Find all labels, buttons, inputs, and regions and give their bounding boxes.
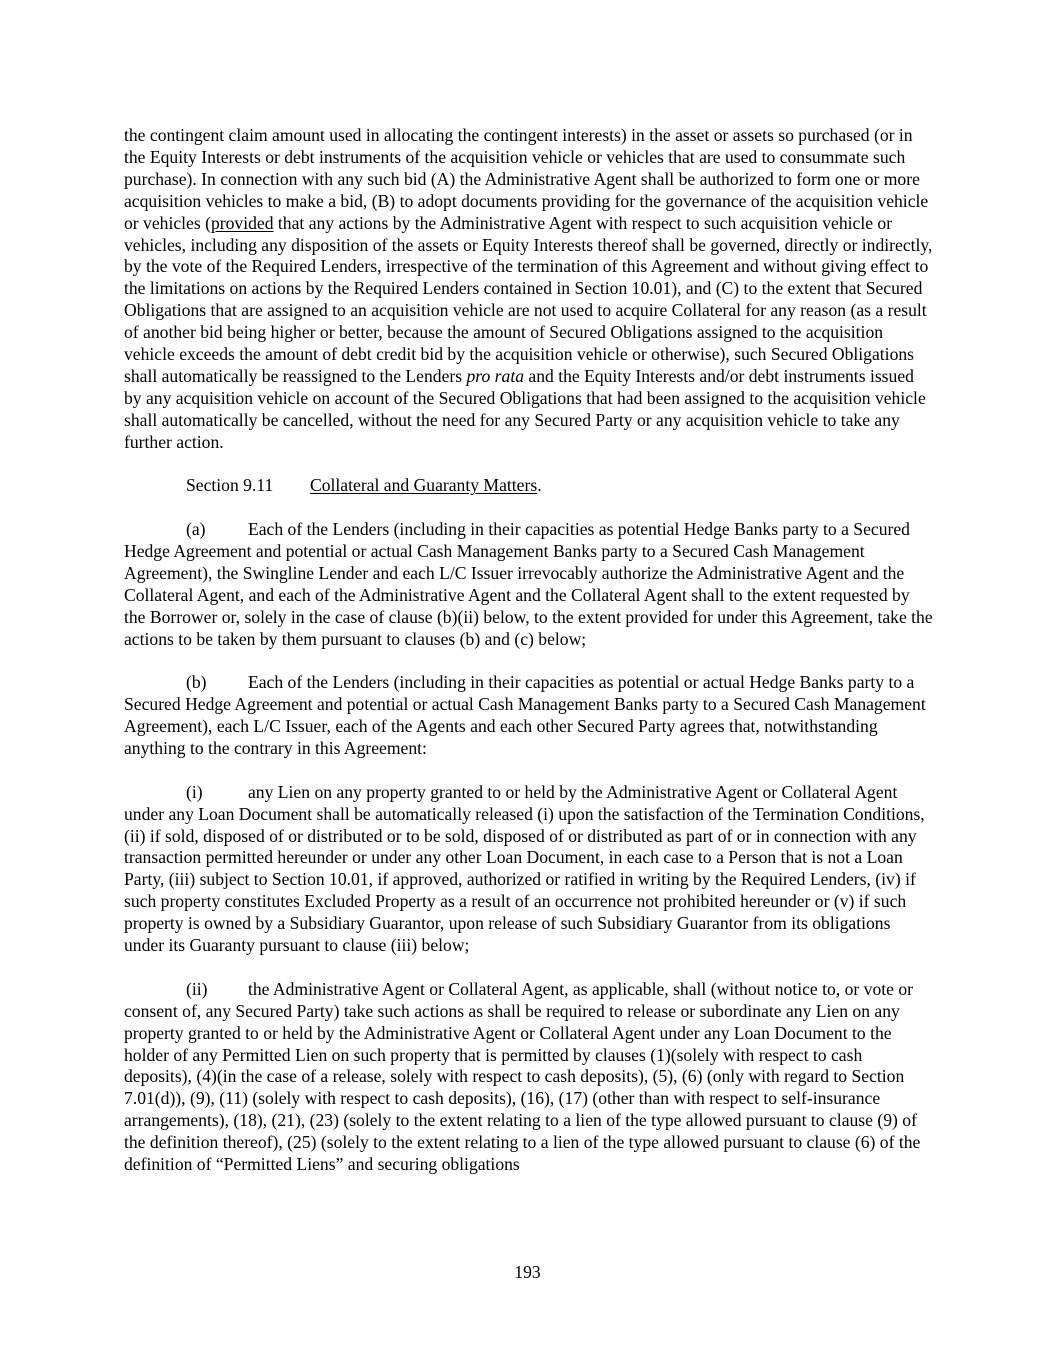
paragraph-text: the contingent claim amount used in allocating the contingent interests) in the asset or assets so purchased (or in the Equity Interests or debt instruments of the acquisition vehicle or vehicles that are used to consummate such purchase). In connection with any such bid (A) the Administrative Agent shall be authorized to form one or more acquisition vehicles to make a bid, (B) to adopt documents providing for the governance of the acquisition vehicle or vehicles ( xyxy=(124,125,929,233)
clause-text: any Lien on any property granted to or held by the Administrative Agent or Collateral Agent under any Loan Document shall be automatically released (i) upon the satisfaction of the Termination Conditions, (ii) if sold, disposed of or distributed or to be sold, disposed of or distributed as part of or in connection with any transaction permitted hereunder or under any other Loan Document, in each case to a Person that is not a Loan Party, (iii) subject to Section 10.01, if approved, authorized or ratified in writing by the Required Lenders, (iv) if such property constitutes Excluded Property as a result of an occurrence not prohibited hereunder or (v) if such property is owned by a Subsidiary Guarantor, upon release of such Subsidiary Guarantor from its obligations under its Guaranty pursuant to clause (iii) below; xyxy=(124,781,925,956)
paragraph-continuation xyxy=(124,125,934,454)
section-number: Section 9.11 xyxy=(186,475,274,496)
section-title: Collateral and Guaranty Matters xyxy=(310,475,538,496)
paragraph-text: that any actions by the Administrative Agent with respect to such acquisition vehicle or vehicles, including any disposition of the assets or Equity Interests thereof shall be governed, directly or indirectly, by the vote of the Required Lenders, irrespective of the termination of this Agreement and without giving effect to the limitations on actions by the Required Lenders contained in Section 10.01), and (C) to the extent that Secured Obligations that are assigned to an acquisition vehicle are not used to acquire Collateral for any reason (as a result of another bid being higher or better, because the amount of Secured Obligations assigned to the acquisition vehicle exceeds the amount of debt credit bid by the acquisition vehicle or otherwise), such Secured Obligations shall automatically be reassigned to the Lenders xyxy=(124,212,933,386)
section-heading xyxy=(124,475,934,497)
clause-text: the Administrative Agent or Collateral Agent, as applicable, shall (without notice to, or vote or consent of, any Secured Party) take such actions as shall be required to release or subordinate any Lien on any property granted to or held by the Administrative Agent or Collateral Agent under any Loan Document to the holder of any Permitted Lien on such property that is permitted by clauses (1)(solely with respect to cash deposits), (4)(in the case of a release, solely with respect to cash deposits), (5), (6) (only with regard to Section 7.01(d)), (9), (11) (solely with respect to cash deposits), (16), (17) (other than with respect to self-insurance arrangements), (18), (21), (23) (solely to the extent relating to a lien of the type allowed pursuant to clause (9) of the definition thereof), (25) (solely to the extent relating to a lien of the type allowed pursuant to clause (6) of the definition of “Permitted Liens” and securing obligations xyxy=(124,978,921,1175)
provided-term: provided xyxy=(210,212,274,233)
clause-text: Each of the Lenders (including in their capacities as potential or actual Hedge Banks party to a Secured Hedge Agreement and potential or actual Cash Management Banks party to a Secured Cash Management Agreement), each L/C Issuer, each of the Agents and each other Secured Party agrees that, notwithstanding anything to the contrary in this Agreement: xyxy=(124,672,926,759)
section-title-period: . xyxy=(537,475,542,496)
clause-label: (b) xyxy=(186,672,207,693)
clause-label: (a) xyxy=(186,519,206,540)
clause-label: (ii) xyxy=(186,978,208,999)
clause-text: Each of the Lenders (including in their capacities as potential Hedge Banks party to a Secured Hedge Agreement and potential or actual Cash Management Banks party to a Secured Cash Management Agreement), the Swingline Lender and each L/C Issuer irrevocably authorize the Administrative Agent and the Collateral Agent, and each of the Administrative Agent and the Collateral Agent shall to the extent requested by the Borrower or, solely in the case of clause (b)(ii) below, to the extent provided for under this Agreement, take the actions to be taken by them pursuant to clauses (b) and (c) below; xyxy=(124,519,933,649)
page-number: 193 xyxy=(514,1262,541,1282)
page-body xyxy=(124,125,934,1198)
clause-label: (i) xyxy=(186,781,203,802)
pro-rata-term: pro rata xyxy=(466,365,524,386)
clause-a xyxy=(124,519,934,650)
paragraph-text: and the Equity Interests and/or debt instruments issued by any acquisition vehicle on account of the Secured Obligations that had been assigned to the acquisition vehicle shall automatically be cancelled, without the need for any Secured Party or any acquisition vehicle to take any further action. xyxy=(124,365,926,452)
clause-b xyxy=(124,672,934,760)
clause-i xyxy=(124,782,934,957)
clause-ii xyxy=(124,979,934,1176)
